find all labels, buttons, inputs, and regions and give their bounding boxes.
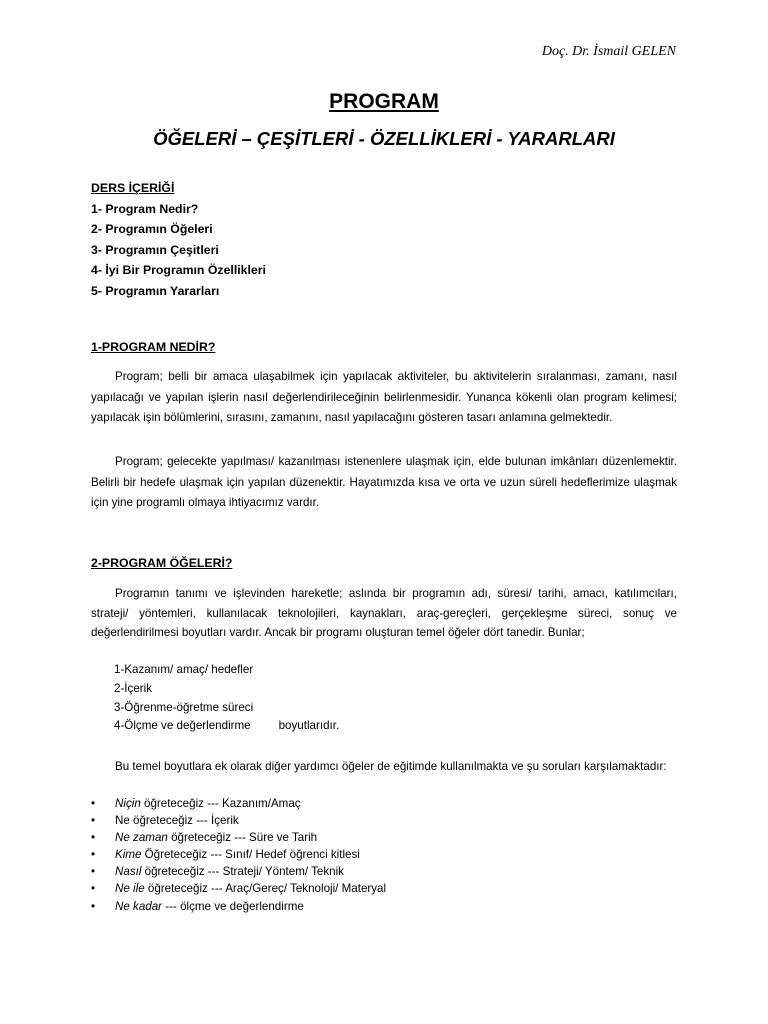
bullet-icon: •: [91, 797, 96, 810]
question-word: Ne ile: [115, 882, 145, 896]
question-text: Öğreteceğiz --- Sınıf/ Hedef öğrenci kitlesi: [141, 848, 360, 862]
core-element-item: 1-Kazanım/ amaç/ hedefler: [114, 663, 254, 676]
question-word: Niçin: [115, 797, 141, 810]
question-text: öğreteceğiz --- Süre ve Tarih: [167, 831, 318, 845]
bullet-icon: •: [91, 899, 96, 913]
question-text: öğreteceğiz --- Strateji/ Yöntem/ Teknik: [141, 865, 344, 879]
bullet-icon: •: [91, 848, 96, 862]
bullet-icon: •: [91, 882, 96, 896]
question-text: öğreteceğiz --- Araç/Gereç/ Teknoloji/ Materyal: [144, 882, 387, 896]
question-item: [91, 880, 386, 897]
course-contents: [91, 178, 677, 302]
core-element-text: 4-Ölçme ve değerlendirme: [114, 719, 251, 733]
section1-paragraph: Program; belli bir amaca ulaşabilmek için yapılacak aktiviteler, bu aktivitelerin sıralanması, zamanı, nasıl yapılacağı ve yapılan işlerin nasıl değerlendirileceğinin belirlenmesidir. Yunanca kökenli olan program kelimesi; yapılacak işin bölümlerini, sırasını, zamanını, nasıl yapılacağını gösteren tasarı anlamına gelmektedir.: [91, 370, 677, 425]
question-item: [91, 795, 386, 812]
question-word: Kime: [115, 848, 142, 862]
toc-item: 2- Programın Öğeleri: [91, 222, 213, 237]
question-item: [91, 863, 386, 880]
section2-paragraph: Bu temel boyutlara ek olarak diğer yardımcı öğeler de eğitimde kullanılmakta ve şu soruları karşılamaktadır:: [115, 760, 667, 773]
core-element-item: [114, 717, 339, 736]
question-word: Nasıl: [115, 865, 142, 879]
core-element-item: 3-Öğrenme-öğretme süreci: [114, 700, 254, 714]
page-title: PROGRAM: [329, 90, 439, 113]
question-item: [91, 829, 386, 846]
course-contents-heading: DERS İÇERİĞİ: [91, 181, 175, 195]
question-word: Ne zaman: [115, 831, 168, 845]
toc-item: 1- Program Nedir?: [91, 201, 199, 216]
bullet-icon: •: [91, 865, 96, 879]
question-item: [91, 812, 386, 829]
question-word: Ne kadar: [115, 899, 163, 913]
question-text: öğreteceğiz --- Kazanım/Amaç: [140, 797, 301, 810]
question-text: Ne öğreteceğiz --- İçerik: [115, 814, 239, 828]
question-item: [91, 846, 386, 863]
section1-paragraph: Program; gelecekte yapılması/ kazanılması istenenlere ulaşmak için, elde bulunan imkânları düzenlemektir. Belirli bir hedefe ulaşmak için yapılan düzenektir. Hayatımızda kısa ve orta ve uzun süreli hedeflerimize ulaşmak için yine programlı olmaya ihtiyacımız vardır.: [91, 455, 677, 510]
core-elements-list: [114, 661, 339, 736]
bullet-icon: •: [91, 814, 96, 828]
page-subtitle: ÖĞELERİ – ÇEŞİTLERİ - ÖZELLİKLERİ - YARARLARI: [153, 128, 615, 149]
section2-heading: 2-PROGRAM ÖĞELERİ?: [91, 556, 233, 570]
section2-paragraph: Programın tanımı ve işlevinden hareketle; aslında bir programın adı, süresi/ tarihi, amacı, katılımcıları, strateji/ yöntemleri, kullanılacak teknolojileri, kaynakları, araç-gereçleri, gerçekleşme süreci, sonuç ve değerlendirilmesi boyutları vardır. Ancak bir programı oluşturan temel öğeler dört tanedir. Bunlar;: [91, 587, 677, 639]
toc-item: 4- İyi Bir Programın Özellikleri: [91, 263, 266, 278]
bullet-icon: •: [91, 831, 96, 845]
question-item: [91, 898, 386, 915]
question-list: [91, 795, 386, 915]
toc-item: 3- Programın Çeşitleri: [91, 242, 219, 257]
question-text: --- ölçme ve değerlendirme: [162, 899, 304, 913]
toc-item: 5- Programın Yararları: [91, 283, 220, 298]
core-element-item: 2-İçerik: [114, 681, 153, 695]
author-header: Doç. Dr. İsmail GELEN: [541, 44, 676, 59]
section1-heading: 1-PROGRAM NEDİR?: [91, 340, 216, 354]
core-elements-suffix: boyutlarıdır.: [278, 719, 340, 733]
